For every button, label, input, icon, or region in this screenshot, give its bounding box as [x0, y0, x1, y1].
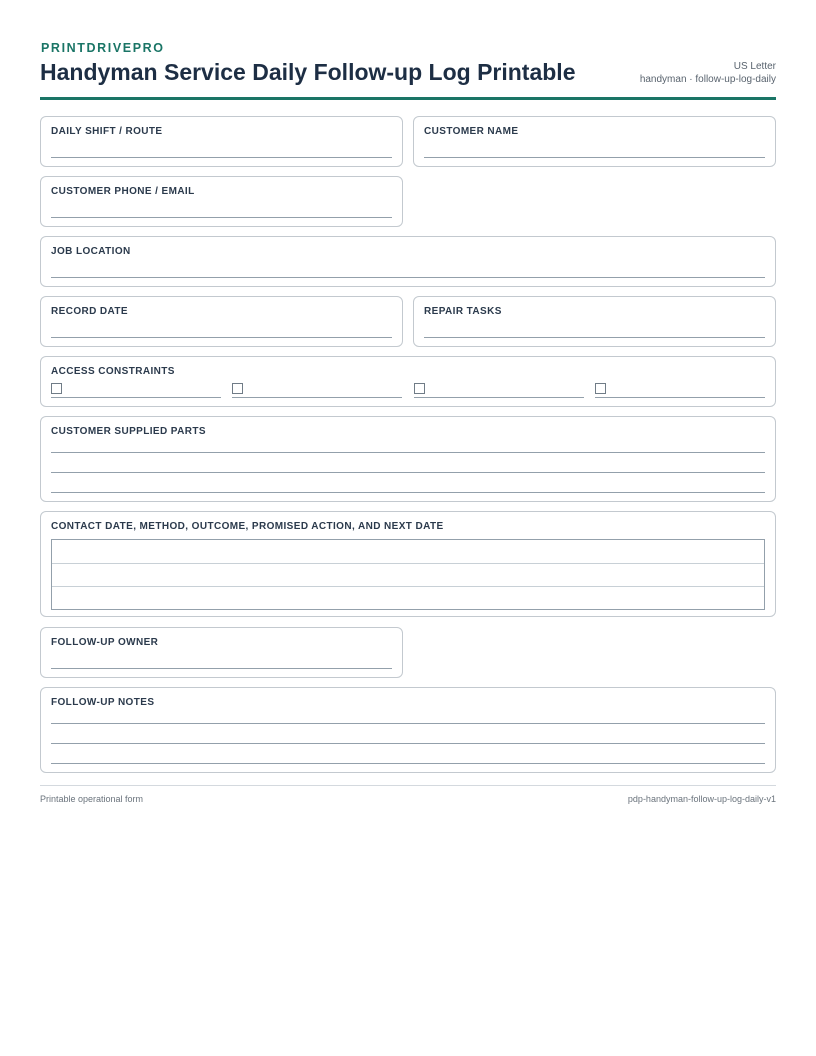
field-label: FOLLOW-UP OWNER [51, 637, 159, 648]
write-line[interactable] [51, 472, 765, 473]
write-line[interactable] [414, 397, 584, 398]
customer-contact-field [40, 176, 403, 227]
write-line[interactable] [595, 397, 765, 398]
write-line[interactable] [232, 397, 402, 398]
write-line[interactable] [51, 668, 392, 669]
contact-log-table [51, 539, 765, 610]
field-label: CUSTOMER SUPPLIED PARTS [51, 426, 206, 437]
checkbox[interactable] [414, 383, 425, 394]
shift-route-field [40, 116, 403, 167]
form-slug: handyman · follow-up-log-daily [639, 74, 776, 85]
field-label: REPAIR TASKS [424, 306, 502, 317]
form-title: Handyman Service Daily Follow-up Log Printable [40, 59, 576, 85]
customer-name-field [413, 116, 776, 167]
write-line[interactable] [51, 397, 221, 398]
form-meta [640, 60, 776, 86]
paper-size: US Letter [733, 61, 776, 72]
footer-left-text: Printable operational form [40, 794, 144, 804]
table-row-divider [52, 563, 764, 564]
field-label: DAILY SHIFT / ROUTE [51, 126, 163, 137]
write-line[interactable] [51, 217, 392, 218]
write-line[interactable] [51, 743, 765, 744]
field-label: CUSTOMER NAME [424, 126, 519, 137]
record-date-field [40, 296, 403, 347]
checkbox[interactable] [595, 383, 606, 394]
write-line[interactable] [51, 157, 392, 158]
followup-notes-field [40, 687, 776, 773]
write-line[interactable] [51, 492, 765, 493]
supplied-parts-field [40, 416, 776, 502]
contact-log-field [40, 511, 776, 617]
write-line[interactable] [51, 452, 765, 453]
checkbox[interactable] [232, 383, 243, 394]
field-label: FOLLOW-UP NOTES [51, 697, 155, 708]
footer-rule [40, 785, 776, 786]
write-line[interactable] [424, 157, 765, 158]
field-label: RECORD DATE [51, 306, 128, 317]
brand-name: PRINTDRIVEPRO [41, 41, 165, 55]
write-line[interactable] [51, 337, 392, 338]
write-line[interactable] [51, 763, 765, 764]
field-label: ACCESS CONSTRAINTS [51, 366, 175, 377]
write-line[interactable] [51, 723, 765, 724]
header-rule [40, 97, 776, 100]
job-location-field [40, 236, 776, 287]
field-label: JOB LOCATION [51, 246, 131, 257]
field-label: CUSTOMER PHONE / EMAIL [51, 186, 195, 197]
table-row-divider [52, 586, 764, 587]
field-label: CONTACT DATE, METHOD, OUTCOME, PROMISED ACTION, AND NEXT DATE [51, 521, 444, 532]
write-line[interactable] [424, 337, 765, 338]
access-constraints-field [40, 356, 776, 407]
followup-owner-field [40, 627, 403, 678]
checkbox[interactable] [51, 383, 62, 394]
write-line[interactable] [51, 277, 765, 278]
footer-form-id: pdp-handyman-follow-up-log-daily-v1 [627, 794, 776, 804]
repair-tasks-field [413, 296, 776, 347]
